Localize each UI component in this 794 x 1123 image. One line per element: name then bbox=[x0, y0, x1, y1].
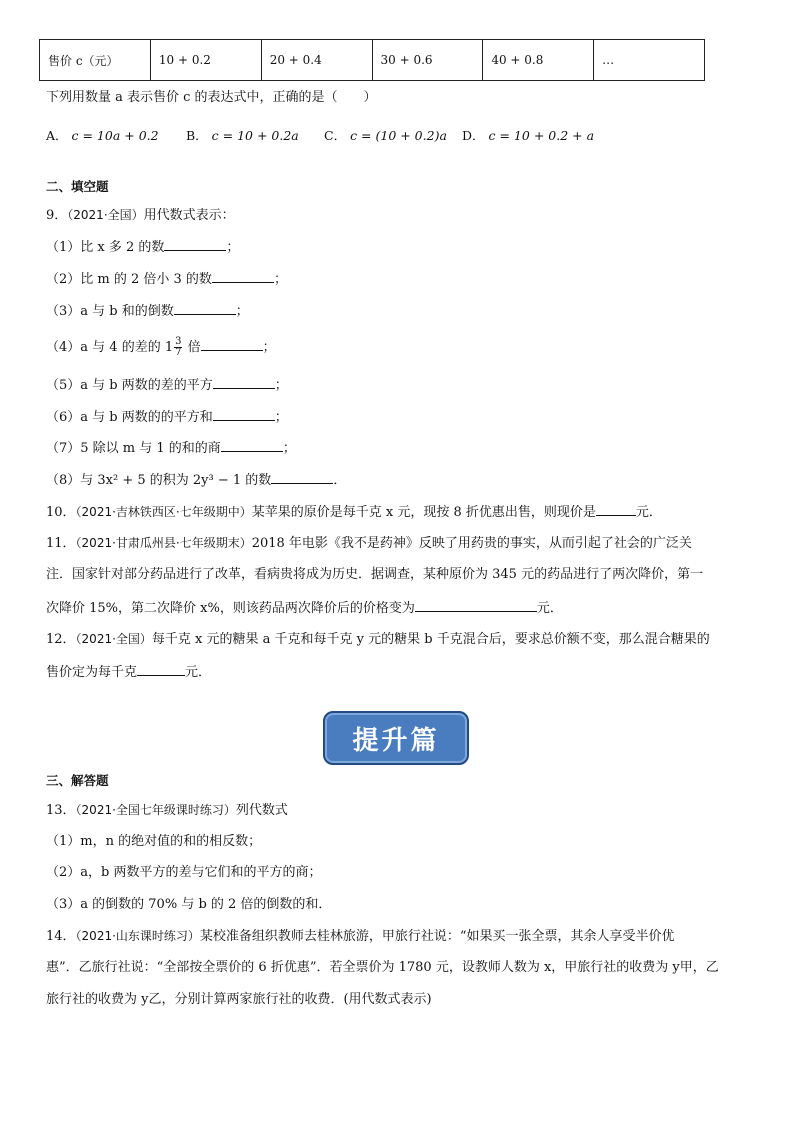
question-number: 14． bbox=[46, 929, 76, 944]
option-letter: D． bbox=[462, 128, 485, 143]
item-end: ； bbox=[262, 340, 276, 355]
q9-item-2 bbox=[46, 268, 287, 290]
q10 bbox=[46, 501, 662, 523]
q13-item-3: （3）a 的倒数的 70% 与 b 的 2 倍的倒数的和． bbox=[46, 897, 332, 912]
q12-line-1 bbox=[46, 629, 710, 650]
option-letter: B． bbox=[186, 128, 208, 143]
question-text: 次降价 15%，第二次降价 x%，则该药品两次降价后的价格变为 bbox=[46, 601, 415, 616]
question-text: 每千克 x 元的糖果 a 千克和每千克 y 元的糖果 b 千克混合后，要求总价额不变，那么混合糖果的 bbox=[151, 632, 710, 647]
q9-item-4 bbox=[46, 336, 276, 358]
table-header-cell: 售价 c（元） bbox=[40, 40, 151, 81]
section-heading-answers: 三、解答题 bbox=[46, 773, 109, 788]
q9-item-8 bbox=[46, 469, 346, 491]
q9-item-3 bbox=[46, 300, 249, 322]
item-end: 元． bbox=[536, 601, 563, 616]
option-expr: c = 10 + 0.2 + a bbox=[488, 128, 595, 143]
item-end: ； bbox=[274, 410, 288, 425]
question-stem: 列代数式 bbox=[235, 803, 288, 818]
table-cell: 40 + 0.8 bbox=[483, 40, 594, 81]
answer-blank[interactable] bbox=[201, 336, 263, 351]
question-number: 12． bbox=[46, 632, 76, 647]
option-letter: A． bbox=[46, 128, 68, 143]
option-expr: c = 10 + 0.2a bbox=[211, 128, 299, 143]
answer-blank[interactable] bbox=[174, 300, 236, 315]
q9-stem bbox=[46, 205, 235, 226]
fraction-numerator: 3 bbox=[175, 336, 182, 347]
item-end: ； bbox=[282, 441, 296, 456]
table-cell: 10 + 0.2 bbox=[150, 40, 261, 81]
q9-item-7 bbox=[46, 437, 296, 459]
q9-item-1 bbox=[46, 236, 239, 258]
table-row bbox=[40, 40, 705, 81]
question-number: 13． bbox=[46, 803, 76, 818]
fraction bbox=[174, 337, 182, 358]
q13-item-2: （2）a，b 两数平方的差与它们和的平方的商； bbox=[46, 865, 322, 880]
q11-line-2: 注．国家针对部分药品进行了改革，看病贵将成为历史．据调查，某种原价为 345 元的药品进行了两次降价，第一 bbox=[46, 567, 704, 582]
advanced-section-banner: 提升篇 bbox=[323, 711, 469, 765]
option-expr: c = (10 + 0.2)a bbox=[350, 128, 447, 143]
q14-line-2: 惠”．乙旅行社说：“全部按全票价的 6 折优惠”．若全票价为 1780 元，设教师人数为 x，甲旅行社的收费为 y甲，乙 bbox=[46, 960, 719, 975]
question-stem: 用代数式表示： bbox=[143, 208, 235, 223]
item-label-post: 倍 bbox=[183, 340, 201, 355]
fraction-denominator: 7 bbox=[175, 347, 182, 358]
question-source: （2021·全国） bbox=[75, 632, 152, 646]
item-label: （3）a 与 b 和的倒数 bbox=[46, 304, 174, 319]
answer-blank[interactable] bbox=[137, 661, 185, 676]
price-table bbox=[39, 39, 705, 81]
option-a bbox=[46, 126, 159, 144]
answer-blank[interactable] bbox=[213, 374, 275, 389]
question-source: （2021·吉林铁西区·七年级期中） bbox=[75, 505, 252, 519]
item-end: ； bbox=[274, 378, 288, 393]
q13-item-1: （1）m，n 的绝对值的和的相反数； bbox=[46, 834, 262, 849]
answer-blank[interactable] bbox=[596, 501, 636, 516]
answer-blank[interactable] bbox=[213, 406, 275, 421]
question-number: 11． bbox=[46, 536, 76, 551]
item-end: ． bbox=[333, 473, 347, 488]
answer-blank[interactable] bbox=[164, 236, 226, 251]
question-source: （2021·全国七年级课时练习） bbox=[75, 803, 236, 817]
q13-stem bbox=[46, 800, 288, 821]
q9-item-5 bbox=[46, 374, 288, 396]
option-c bbox=[324, 126, 447, 144]
question-number: 9． bbox=[46, 208, 68, 223]
question-text: 2018 年电影《我不是药神》反映了用药贵的事实，从而引起了社会的广泛关 bbox=[251, 536, 692, 551]
item-label: （4）a 与 4 的差的 1 bbox=[46, 340, 174, 355]
q14-line-3: 旅行社的收费为 y乙，分别计算两家旅行社的收费．(用代数式表示) bbox=[46, 992, 432, 1007]
item-end: ； bbox=[235, 304, 249, 319]
item-label: （8）与 3x² + 5 的积为 2y³ − 1 的数 bbox=[46, 473, 272, 488]
question-source: （2021·山东课时练习） bbox=[75, 929, 200, 943]
option-expr: c = 10a + 0.2 bbox=[71, 128, 159, 143]
item-end: ； bbox=[226, 240, 240, 255]
item-label: （6）a 与 b 两数的的平方和 bbox=[46, 410, 213, 425]
q8-stem: 下列用数量 a 表示售价 c 的表达式中，正确的是（ ） bbox=[46, 90, 377, 105]
item-label: （7）5 除以 m 与 1 的和的商 bbox=[46, 441, 221, 456]
item-label: （2）比 m 的 2 倍小 3 的数 bbox=[46, 272, 212, 287]
answer-blank[interactable] bbox=[415, 597, 537, 612]
table-cell: 30 + 0.6 bbox=[372, 40, 483, 81]
q9-item-6 bbox=[46, 406, 288, 428]
question-text: 某校准备组织教师去桂林旅游，甲旅行社说：“如果买一张全票，其余人享受半价优 bbox=[199, 929, 675, 944]
item-end: 元． bbox=[635, 505, 662, 520]
section-heading-fill-in: 二、填空题 bbox=[46, 179, 109, 194]
q11-line-3 bbox=[46, 597, 563, 619]
question-source: （2021·全国） bbox=[67, 208, 144, 222]
question-text: 售价定为每千克 bbox=[46, 665, 138, 680]
item-label: （5）a 与 b 两数的差的平方 bbox=[46, 378, 213, 393]
answer-blank[interactable] bbox=[212, 268, 274, 283]
q8-options bbox=[46, 126, 606, 146]
answer-blank[interactable] bbox=[271, 469, 333, 484]
q11-line-1 bbox=[46, 533, 692, 554]
question-text: 某苹果的原价是每千克 x 元，现按 8 折优惠出售，则现价是 bbox=[251, 505, 596, 520]
q12-line-2 bbox=[46, 661, 211, 683]
item-end: 元． bbox=[185, 665, 212, 680]
question-number: 10． bbox=[46, 505, 76, 520]
table-cell: 20 + 0.4 bbox=[261, 40, 372, 81]
option-b bbox=[186, 126, 299, 144]
item-end: ； bbox=[273, 272, 287, 287]
q14-line-1 bbox=[46, 926, 675, 947]
item-label: （1）比 x 多 2 的数 bbox=[46, 240, 165, 255]
question-source: （2021·甘肃瓜州县·七年级期末） bbox=[75, 536, 252, 550]
option-letter: C． bbox=[324, 128, 347, 143]
option-d bbox=[462, 126, 594, 144]
answer-blank[interactable] bbox=[221, 437, 283, 452]
table-cell: … bbox=[594, 40, 705, 81]
